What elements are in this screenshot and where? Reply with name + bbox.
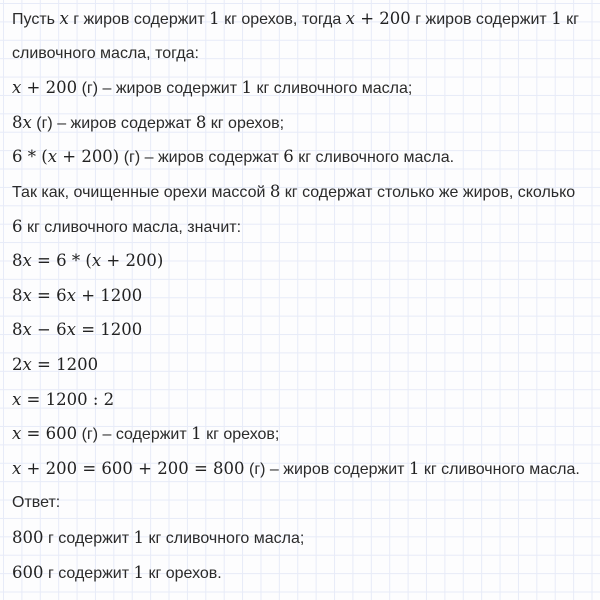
text-segment: (г) – содержит (77, 426, 192, 444)
math-segment: + 200) (57, 147, 120, 167)
text-segment: кг сливочного масла; (252, 80, 413, 98)
math-segment: 8 (12, 285, 23, 305)
text-segment: (г) – жиров содержат (31, 114, 196, 132)
solution-line (12, 71, 596, 106)
math-segment: 1 (551, 9, 562, 28)
math-segment: 6 (12, 216, 23, 236)
math-segment: = 6 (31, 285, 67, 305)
text-segment: кг сливочного масла. (293, 149, 455, 167)
text-segment: кг содержат столько же жиров, сколько (280, 183, 576, 201)
math-segment: + 200 = 600 + 200 = 800 (21, 458, 245, 478)
solution-line (12, 2, 596, 37)
text-segment: кг (561, 11, 579, 28)
math-segment: 8 (12, 112, 23, 132)
text-segment: (г) – жиров содержит (244, 460, 409, 478)
text-segment: (г) – жиров содержат (119, 149, 284, 167)
solution-line (12, 106, 596, 141)
solution-line (12, 486, 596, 521)
math-segment: 6 (283, 147, 294, 167)
text-segment: кг орехов; (201, 426, 280, 444)
solution-line (12, 313, 596, 348)
math-segment: 8 (269, 181, 281, 201)
math-variable-segment: x (22, 354, 32, 374)
math-segment: 1 (408, 458, 420, 478)
math-segment: 800 (12, 527, 44, 547)
math-segment: = 600 (21, 424, 78, 444)
math-segment: 1 (133, 527, 144, 547)
math-variable-segment: x (22, 112, 32, 132)
math-variable-segment: x (22, 320, 32, 340)
solution-line (12, 417, 596, 452)
math-variable-segment: x (12, 424, 22, 444)
math-segment: 1 (133, 562, 144, 582)
math-segment: 6 * ( (12, 147, 48, 167)
solution-line (12, 452, 596, 487)
math-segment: − 6 (31, 320, 67, 340)
math-segment: = 1200 : 2 (21, 389, 115, 409)
math-segment: 8 (195, 112, 207, 132)
solution-line (12, 556, 596, 591)
text-segment: кг орехов; (206, 114, 285, 132)
math-variable-segment: x (66, 320, 76, 340)
math-variable-segment: x (22, 285, 32, 305)
solution-line (12, 175, 596, 210)
math-segment: = 6 * ( (31, 251, 92, 271)
text-segment: Пусть (12, 11, 60, 28)
text-segment: кг сливочного масла. (419, 460, 580, 478)
text-segment: г жиров содержит (68, 11, 210, 28)
text-segment: Так как, очищенные орехи массой (12, 183, 270, 201)
solution-line (12, 37, 596, 72)
solution-line (12, 521, 596, 556)
math-variable-segment: x (12, 389, 22, 409)
math-segment: 1 (241, 78, 253, 98)
solution-line (12, 140, 596, 175)
math-variable-segment: x (22, 251, 32, 271)
text-segment: г жиров содержит (410, 11, 552, 28)
text-segment: г содержит (43, 564, 134, 582)
math-segment: + 200 (21, 78, 78, 98)
text-segment: кг орехов. (144, 564, 222, 582)
solution-line (12, 244, 596, 279)
text-segment: г содержит (43, 529, 134, 547)
math-segment: = 1200 (31, 354, 99, 374)
text-segment: (г) – жиров содержит (77, 80, 242, 98)
text-segment: кг орехов, тогда (219, 11, 346, 28)
math-variable-segment: x (47, 147, 57, 167)
math-segment: 8 (12, 320, 23, 340)
math-segment: 1 (191, 424, 202, 444)
solution-lines (12, 2, 596, 590)
math-variable-segment: x (59, 9, 69, 28)
text-segment: кг сливочного масла; (144, 529, 305, 547)
math-segment: 2 (12, 354, 23, 374)
text-segment: кг сливочного масла, значит: (22, 218, 242, 236)
math-variable-segment: x (12, 458, 22, 478)
math-segment: = 1200 (75, 320, 143, 340)
solution-line (12, 348, 596, 383)
text-segment: Ответ: (12, 494, 61, 512)
math-segment: + 200) (101, 251, 164, 271)
math-segment: 600 (12, 562, 44, 582)
text-segment: сливочного масла, тогда: (12, 44, 199, 62)
math-variable-segment: x (66, 285, 76, 305)
math-segment: + 1200 (75, 285, 143, 305)
math-variable-segment: x (345, 9, 355, 28)
solution-line (12, 383, 596, 418)
math-segment: 8 (12, 251, 23, 271)
solution-line (12, 210, 596, 245)
math-segment: 1 (209, 9, 220, 28)
math-segment: + 200 (354, 9, 411, 28)
math-variable-segment: x (91, 251, 102, 271)
solution-line (12, 279, 596, 314)
math-variable-segment: x (12, 78, 22, 98)
